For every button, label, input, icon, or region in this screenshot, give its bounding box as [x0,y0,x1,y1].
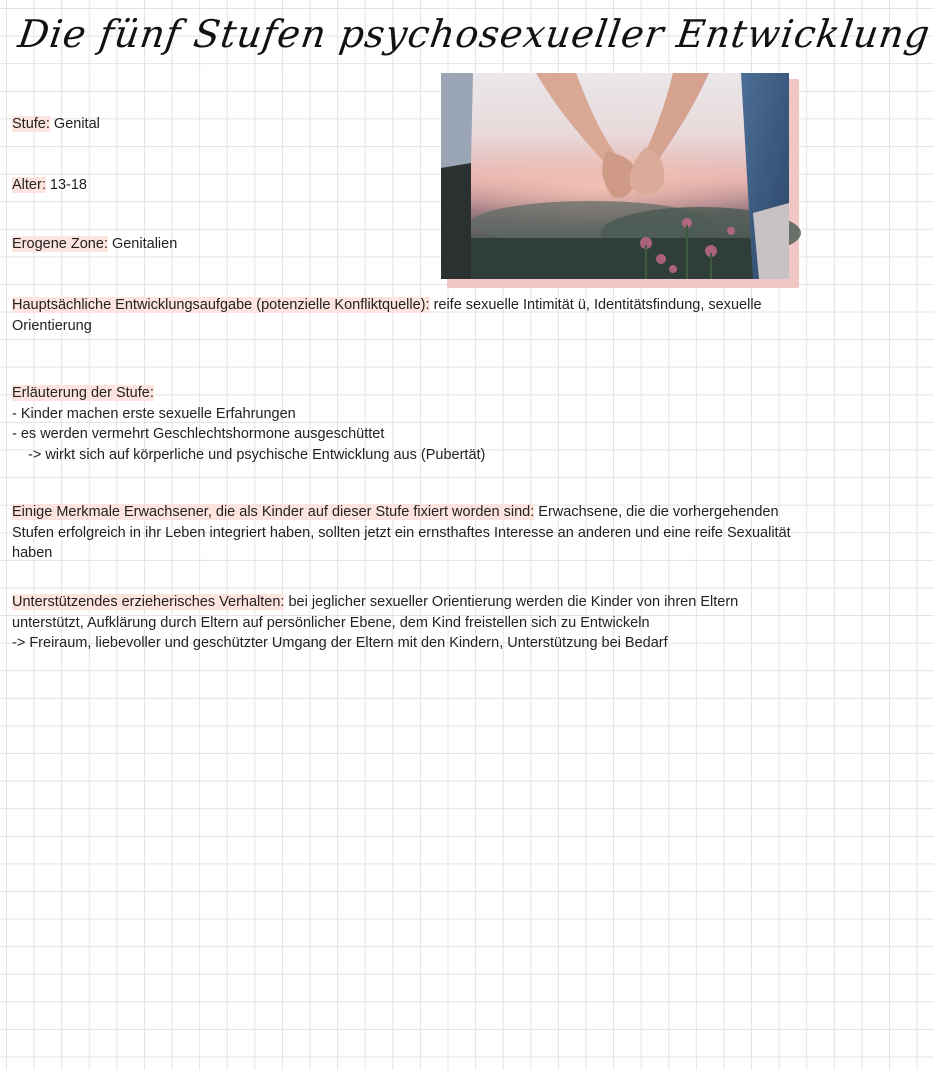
holding-hands-photo [441,73,789,279]
stage-value: Genital [53,116,100,132]
support-text: bei jeglicher sexueller Orientierung werden die Kinder von ihren Eltern unterstützt, Aufklärung durch Eltern auf persönlicher Ebene, dem Kind freistellen sich zu Entwickeln [12,594,739,631]
support-note: -> Freiraum, liebevoller und geschützter Umgang der Eltern mit den Kindern, Unterstützung bei Bedarf [12,635,668,651]
traits-label: Einige Merkmale Erwachsener, die als Kinder auf dieser Stufe fixiert worden sind: [12,504,535,520]
stage-label: Stufe: [12,116,50,132]
zone-label: Erogene Zone: [12,236,108,252]
zone-value: Genitalien [111,236,178,252]
traits-section [12,502,808,564]
explanation-item: -> wirkt sich auf körperliche und psychische Entwicklung aus (Pubertät) [28,446,486,463]
explanation-section [12,383,808,465]
explanation-label: Erläuterung der Stufe: [12,385,154,401]
page-title: Die fünf Stufen psychosexueller Entwicklung [15,12,934,56]
task-text: reife sexuelle Intimität ü, Identitätsfindung, sexuelle Orientierung [12,297,762,334]
explanation-item: - Kinder machen erste sexuelle Erfahrungen [12,405,296,422]
holding-hands-illustration [441,73,789,279]
stage-row [12,116,100,132]
age-row [12,177,87,193]
task-label: Hauptsächliche Entwicklungsaufgabe (potenzielle Konfliktquelle): [12,297,430,313]
support-label: Unterstützendes erzieherisches Verhalten: [12,594,285,610]
age-label: Alter: [12,177,46,193]
zone-row [12,236,177,252]
age-value: 13-18 [49,177,87,193]
traits-text: Erwachsene, die die vorhergehenden Stufen erfolgreich in ihr Leben integriert haben, sollten jetzt ein ernsthaftes Interesse an anderen und eine reife Sexualität haben [12,504,791,561]
explanation-item: - es werden vermehrt Geschlechtshormone ausgeschüttet [12,426,385,442]
support-section [12,592,808,654]
main-task-section [12,295,808,336]
